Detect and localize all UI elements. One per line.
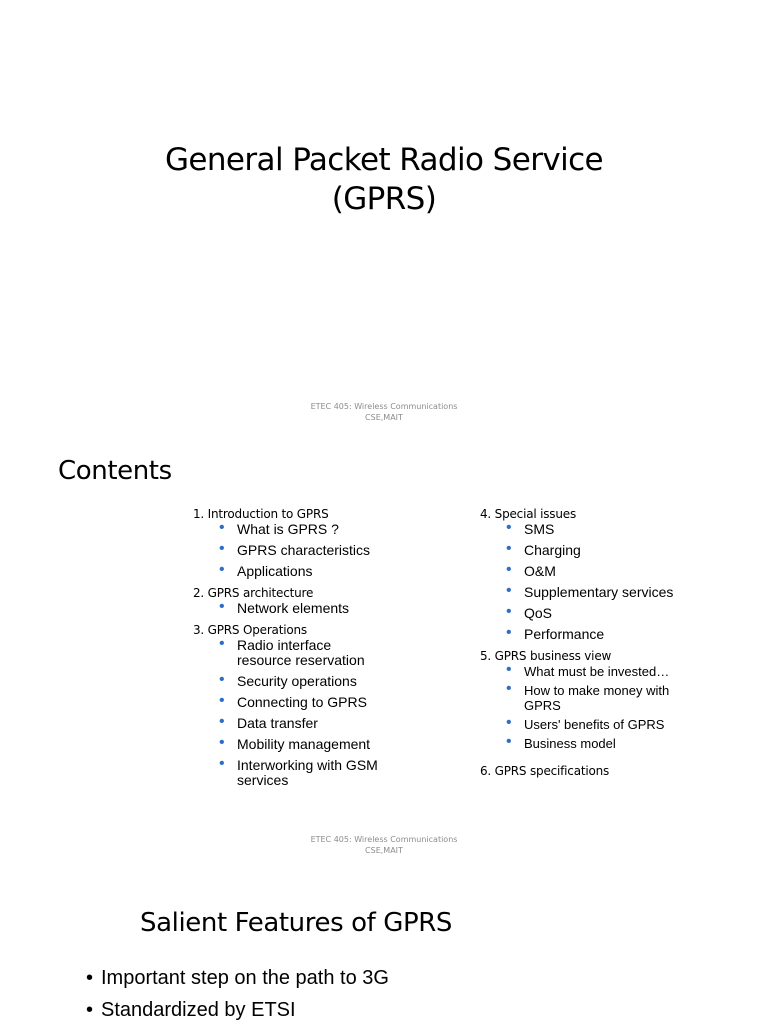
contents-section [480,506,730,642]
contents-section [193,622,443,788]
section-title: 1. Introduction to GPRS [193,507,329,521]
list-item: • Connecting to GPRS [227,695,387,710]
list-item: • Performance [514,627,730,642]
contents-right-column [480,506,730,779]
section-title: 4. Special issues [480,507,576,521]
list-item: • Supplementary services [514,585,730,600]
list-item: • Data transfer [227,716,387,731]
list-item: • Mobility management [227,737,387,752]
slide-title-line: General Packet Radio Service [164,142,604,178]
section-title: 5. GPRS business view [480,649,612,663]
contents-section [193,585,443,616]
list-item: • SMS [514,522,730,537]
list-item: • Security operations [227,674,387,689]
list-item: • Users' benefits of GPRS [514,717,694,732]
list-item: • O&M [514,564,730,579]
footer-dept: CSE,MAIT [365,846,403,855]
section-items [193,638,387,788]
section-items [480,522,730,642]
features-bullets [86,962,389,1026]
list-item: • Radio interface resource reservation [227,638,387,668]
features-slide [0,870,768,1024]
section-title: 3. GPRS Operations [193,623,307,637]
list-item: • How to make money with GPRS [514,683,694,713]
list-item: • Charging [514,543,730,558]
list-item: • QoS [514,606,730,621]
list-item: • Network elements [227,601,443,616]
section-title: 2. GPRS architecture [193,586,314,600]
footer-course: ETEC 405: Wireless Communications [310,402,458,411]
footer-dept: CSE,MAIT [365,413,403,422]
contents-section [480,763,730,779]
bullet-item: • Important step on the path to 3G [86,962,389,994]
slide-footer [0,834,768,856]
features-heading: Salient Features of GPRS [140,908,452,938]
slide-title-line: (GPRS) [331,181,437,217]
list-item: • GPRS characteristics [227,543,443,558]
section-items [480,664,694,751]
slide-footer [0,401,768,423]
contents-section [193,506,443,579]
section-title: 6. GPRS specifications [480,764,610,778]
footer-course: ETEC 405: Wireless Communications [310,835,458,844]
contents-left-column [193,506,443,794]
list-item: • What is GPRS ? [227,522,443,537]
list-item: • Business model [514,736,694,751]
contents-slide [0,440,768,870]
section-items [193,522,443,579]
bullet-item: • Standardized by ETSI [86,994,389,1026]
list-item: • What must be invested… [514,664,694,679]
section-items [193,601,443,616]
list-item: • Interworking with GSM services [227,758,387,788]
title-slide [0,0,768,440]
slide-title [0,141,768,219]
contents-section [480,648,730,751]
contents-heading: Contents [58,456,172,486]
list-item: • Applications [227,564,443,579]
